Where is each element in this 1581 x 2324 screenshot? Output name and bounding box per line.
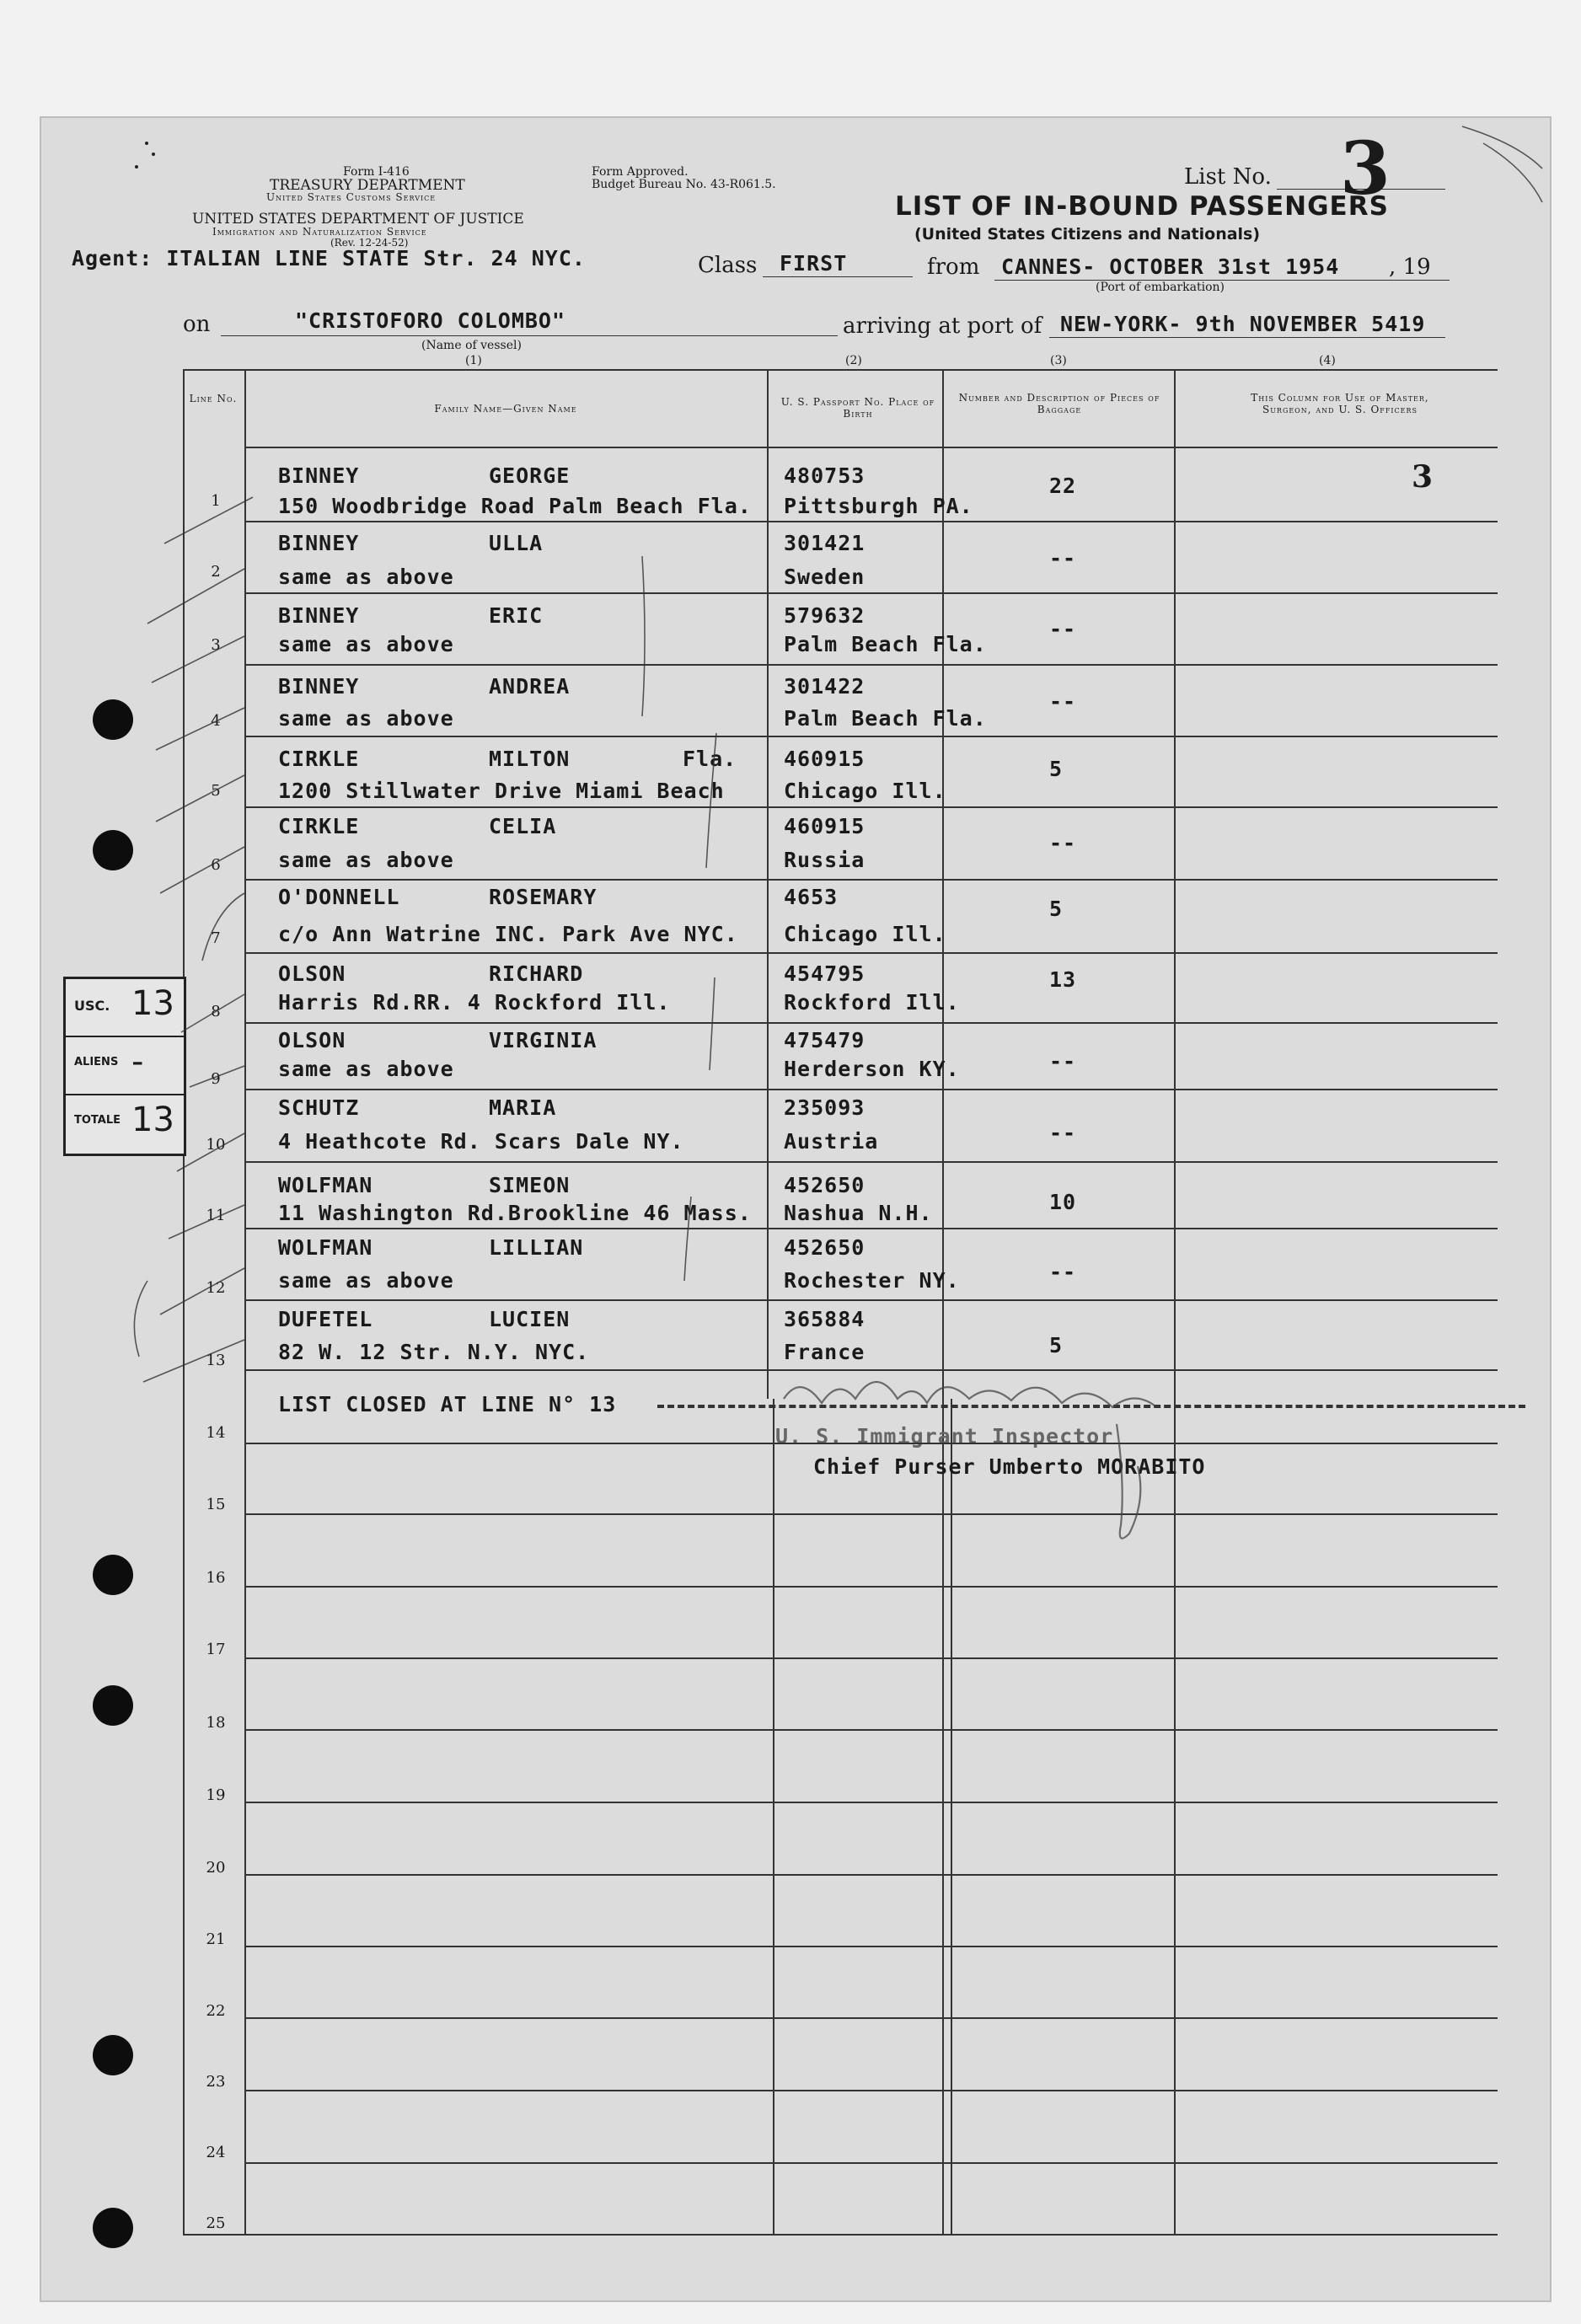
line-number: 3 [211, 636, 221, 654]
line-number: 20 [206, 1859, 226, 1877]
passport-number: 475479 [784, 1028, 866, 1052]
address: 1200 Stillwater Drive Miami Beach [278, 779, 725, 803]
line-number: 25 [206, 2214, 226, 2232]
line-number: 5 [211, 782, 221, 800]
line-number: 15 [206, 1496, 226, 1513]
arriving-label: arriving at port of [843, 313, 1042, 339]
aliens-value: - [131, 1042, 144, 1081]
baggage: 22 [1049, 474, 1077, 498]
line-number: 24 [206, 2144, 226, 2161]
line-number: 16 [206, 1569, 226, 1587]
count-stamp [63, 977, 186, 1156]
inspector-caption: U. S. Immigrant Inspector [775, 1424, 1114, 1448]
passport-number: 452650 [784, 1173, 866, 1197]
line-number: 8 [211, 1003, 221, 1020]
passport-number: 452650 [784, 1235, 866, 1260]
line-number: 14 [206, 1424, 226, 1442]
line-number: 12 [206, 1279, 226, 1297]
family-name: OLSON [278, 1028, 346, 1052]
passport-number: 365884 [784, 1307, 866, 1331]
address: same as above [278, 1057, 454, 1081]
passport-number: 460915 [784, 814, 866, 838]
line-number: 4 [211, 712, 221, 730]
address: 4 Heathcote Rd. Scars Dale NY. [278, 1129, 684, 1154]
family-name: BINNEY [278, 603, 360, 628]
col1-caption: (1) [465, 354, 482, 367]
family-name: BINNEY [278, 531, 360, 555]
given-name: SIMEON [489, 1173, 571, 1197]
given-name: MARIA [489, 1095, 557, 1120]
passport-number: 460915 [784, 747, 866, 771]
budget-bureau: Budget Bureau No. 43-R061.5. [592, 178, 776, 191]
class-label: Class [698, 253, 758, 278]
baggage: -- [1049, 1049, 1077, 1074]
place-of-birth: Pittsburgh PA. [784, 494, 973, 518]
baggage: -- [1049, 1260, 1077, 1284]
given-name: LILLIAN [489, 1235, 584, 1260]
address: same as above [278, 706, 454, 731]
vessel-name: "CRISTOFORO COLOMBO" [295, 308, 566, 333]
col-header-name: Family Name—Given Name [434, 403, 577, 415]
place-of-birth: Chicago Ill. [784, 922, 946, 946]
officer-mark: 3 [1412, 459, 1434, 495]
baggage: -- [1049, 831, 1077, 855]
passport-number: 454795 [784, 961, 866, 986]
line-number: 18 [206, 1714, 226, 1732]
page-subtitle: (United States Citizens and Nationals) [914, 225, 1261, 244]
line-number: 10 [206, 1136, 226, 1154]
line-number: 2 [211, 563, 221, 581]
line-number: 7 [211, 929, 221, 947]
family-name: BINNEY [278, 674, 360, 699]
closing-dash-line [657, 1405, 1525, 1408]
place-of-birth: France [784, 1340, 866, 1364]
family-name: CIRKLE [278, 747, 360, 771]
family-name: BINNEY [278, 463, 360, 488]
given-name: MILTON [489, 747, 571, 771]
address: 150 Woodbridge Road Palm Beach Fla. [278, 494, 752, 518]
line-number: 6 [211, 856, 221, 874]
line-number: 1 [211, 492, 221, 510]
immigration-heading: Immigration and Naturalization Service [212, 226, 427, 238]
given-name: ANDREA [489, 674, 571, 699]
address: same as above [278, 632, 454, 656]
year-label: , 19 [1389, 254, 1431, 280]
given-name: LUCIEN [489, 1307, 571, 1331]
address: 11 Washington Rd.Brookline 46 Mass. [278, 1201, 752, 1225]
family-name: WOLFMAN [278, 1235, 373, 1260]
place-of-birth: Rockford Ill. [784, 990, 960, 1015]
line-number: 21 [206, 1930, 226, 1948]
family-name: WOLFMAN [278, 1173, 373, 1197]
place-of-birth: Palm Beach Fla. [784, 706, 987, 731]
baggage: 5 [1049, 757, 1064, 781]
place-of-birth: Nashua N.H. [784, 1201, 933, 1225]
line-number: 22 [206, 2002, 226, 2020]
arriving-value: NEW-YORK- 9th NOVEMBER 5419 [1060, 312, 1426, 336]
family-name: O'DONNELL [278, 885, 400, 909]
passport-number: 301422 [784, 674, 866, 699]
from-value: CANNES- OCTOBER 31st 1954 [1001, 254, 1340, 279]
baggage: -- [1049, 1121, 1077, 1145]
line-number: 19 [206, 1786, 226, 1804]
line-number: 11 [206, 1207, 226, 1224]
page-title: LIST OF IN-BOUND PASSENGERS [895, 191, 1389, 222]
customs-heading: United States Customs Service [266, 191, 437, 203]
justice-heading: UNITED STATES DEPARTMENT OF JUSTICE [192, 211, 524, 228]
baggage: 5 [1049, 1333, 1064, 1357]
vessel-caption: (Name of vessel) [421, 339, 522, 352]
given-name: ERIC [489, 603, 544, 628]
list-no-value: 3 [1340, 126, 1391, 212]
col-header-officers: This Column for Use of Master, Surgeon, and U. S. Officers [1251, 392, 1429, 415]
address-extra: Fla. [683, 747, 737, 771]
line-number: 9 [211, 1070, 221, 1088]
place-of-birth: Palm Beach Fla. [784, 632, 987, 656]
treasury-heading: TREASURY DEPARTMENT [270, 177, 465, 194]
binder-hole [93, 2208, 133, 2248]
family-name: CIRKLE [278, 814, 360, 838]
col-header-baggage: Number and Description of Pieces of Baggage [958, 392, 1160, 415]
passport-number: 579632 [784, 603, 866, 628]
revision-note: (Rev. 12-24-52) [330, 237, 409, 249]
family-name: OLSON [278, 961, 346, 986]
total-value: 13 [131, 1100, 174, 1139]
agent-line: Agent: ITALIAN LINE STATE Str. 24 NYC. [72, 246, 586, 270]
passport-number: 4653 [784, 885, 839, 909]
given-name: RICHARD [489, 961, 584, 986]
col-header-line: Line No. [189, 393, 238, 404]
address: 82 W. 12 Str. N.Y. NYC. [278, 1340, 590, 1364]
line-number: 13 [206, 1352, 226, 1369]
place-of-birth: Russia [784, 848, 866, 872]
class-value: FIRST [780, 251, 848, 276]
line-number: 17 [206, 1641, 226, 1658]
usc-value: 13 [131, 984, 174, 1023]
form-approved: Form Approved. [592, 165, 689, 179]
binder-hole [93, 1685, 133, 1726]
baggage: -- [1049, 546, 1077, 570]
port-embarkation-caption: (Port of embarkation) [1096, 281, 1225, 294]
from-label: from [927, 254, 980, 280]
address: same as above [278, 848, 454, 872]
address: same as above [278, 1268, 454, 1293]
baggage: 5 [1049, 897, 1064, 921]
given-name: GEORGE [489, 463, 571, 488]
address: Harris Rd.RR. 4 Rockford Ill. [278, 990, 671, 1015]
baggage: 10 [1049, 1190, 1077, 1214]
place-of-birth: Sweden [784, 565, 866, 589]
col4-caption: (4) [1319, 354, 1336, 367]
passport-number: 235093 [784, 1095, 866, 1120]
given-name: ROSEMARY [489, 885, 598, 909]
family-name: DUFETEL [278, 1307, 373, 1331]
binder-hole [93, 2035, 133, 2075]
place-of-birth: Chicago Ill. [784, 779, 946, 803]
binder-hole [93, 1555, 133, 1595]
list-closed-note: LIST CLOSED AT LINE N° 13 [278, 1392, 617, 1416]
usc-label: USC. [74, 998, 110, 1014]
total-label: TOTALE [74, 1114, 121, 1127]
binder-hole [93, 699, 133, 740]
on-label: on [183, 312, 211, 337]
col3-caption: (3) [1050, 354, 1067, 367]
address: c/o Ann Watrine INC. Park Ave NYC. [278, 922, 738, 946]
baggage: 13 [1049, 967, 1077, 992]
passport-number: 301421 [784, 531, 866, 555]
passport-number: 480753 [784, 463, 866, 488]
given-name: ULLA [489, 531, 544, 555]
given-name: CELIA [489, 814, 557, 838]
given-name: VIRGINIA [489, 1028, 598, 1052]
form-number: Form I-416 [343, 165, 410, 179]
chief-purser: Chief Purser Umberto MORABITO [813, 1454, 1206, 1479]
line-number: 23 [206, 2073, 226, 2091]
place-of-birth: Herderson KY. [784, 1057, 960, 1081]
col2-caption: (2) [845, 354, 862, 367]
place-of-birth: Rochester NY. [784, 1268, 960, 1293]
aliens-label: ALIENS [74, 1056, 119, 1068]
place-of-birth: Austria [784, 1129, 879, 1154]
baggage: -- [1049, 689, 1077, 714]
list-no-label: List No. [1184, 164, 1272, 190]
col-header-passport: U. S. Passport No. Place of Birth [780, 396, 935, 420]
family-name: SCHUTZ [278, 1095, 360, 1120]
binder-hole [93, 830, 133, 870]
baggage: -- [1049, 617, 1077, 641]
address: same as above [278, 565, 454, 589]
